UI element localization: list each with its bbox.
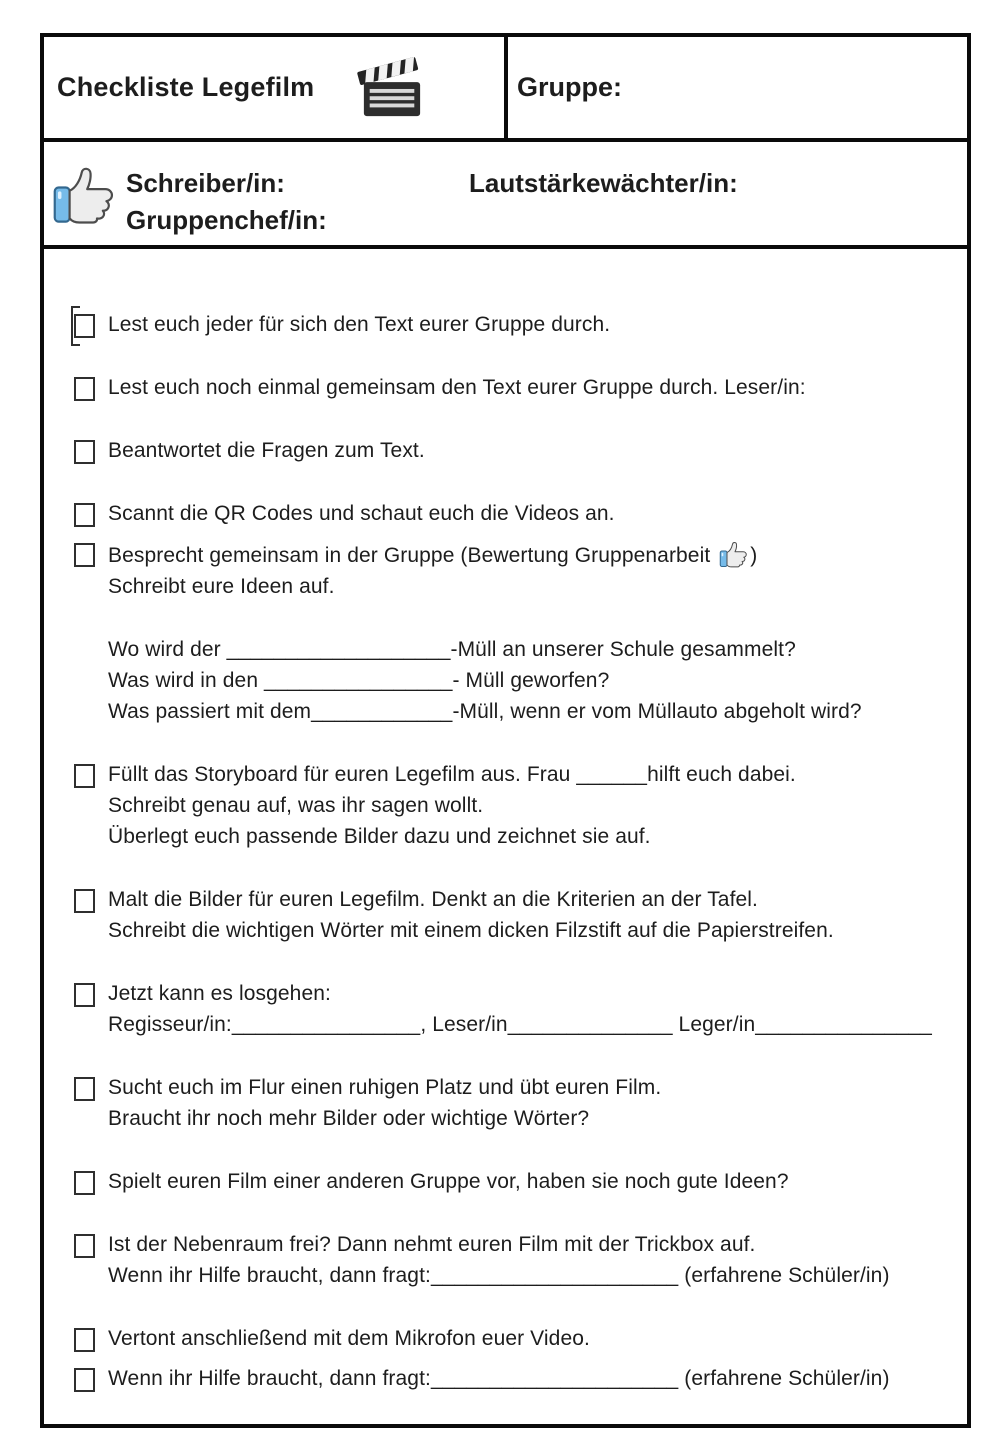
thumbs-up-icon (719, 538, 749, 569)
checklist-item (74, 1166, 955, 1197)
item-line: Wenn ihr Hilfe braucht, dann fragt:_____________________ (erfahrene Schüler/in) (108, 1264, 890, 1287)
item-line: Wenn ihr Hilfe braucht, dann fragt:_____________________ (erfahrene Schüler/in) (108, 1367, 890, 1390)
item-line: Regisseur/in:________________, Leser/in______________ Leger/in_______________ (108, 1013, 932, 1036)
item-line: Was passiert mit dem____________-Müll, wenn er vom Müllauto abgeholt wird? (108, 700, 862, 723)
item-line: Scannt die QR Codes und schaut euch die Videos an. (108, 502, 615, 525)
checklist-item (74, 309, 955, 340)
role-writer-label: Schreiber/in: (126, 168, 285, 198)
page-title: Checkliste Legefilm (57, 72, 315, 102)
item-lines (108, 634, 955, 727)
role-volume-label: Lautstärkewächter/in: (469, 168, 738, 198)
checkbox[interactable] (74, 1234, 95, 1258)
checkbox[interactable] (74, 503, 95, 527)
item-line: Besprecht gemeinsam in der Gruppe (Bewertung Gruppenarbeit ) (108, 538, 955, 571)
checklist-item (74, 884, 955, 946)
item-line: Malt die Bilder für euren Legefilm. Denkt an die Kriterien an der Tafel. (108, 888, 758, 911)
item-line: Spielt euren Film einer anderen Gruppe vor, haben sie noch gute Ideen? (108, 1170, 789, 1193)
item-line: Schreibt die wichtigen Wörter mit einem dicken Filzstift auf die Papierstreifen. (108, 919, 834, 942)
item-line: Lest euch jeder für sich den Text eurer Gruppe durch. (108, 313, 611, 336)
item-lines (108, 884, 955, 946)
item-line: Überlegt euch passende Bilder dazu und zeichnet sie auf. (108, 825, 651, 848)
checklist-item (74, 538, 955, 602)
checkbox[interactable] (74, 1328, 95, 1352)
item-line: Vertont anschließend mit dem Mikrofon euer Video. (108, 1327, 590, 1350)
roles-row (44, 142, 967, 249)
checklist-item (74, 435, 955, 466)
item-line: Schreibt eure Ideen auf. (108, 575, 335, 598)
checkbox[interactable] (74, 377, 95, 401)
item-lines (108, 978, 955, 1040)
item-line: Sucht euch im Flur einen ruhigen Platz und übt euren Film. (108, 1076, 662, 1099)
clapperboard-icon (354, 56, 430, 120)
item-line: Jetzt kann es losgehen: (108, 982, 331, 1005)
group-label: Gruppe: (517, 72, 622, 102)
checkbox[interactable] (74, 314, 95, 338)
item-line: Beantwortet die Fragen zum Text. (108, 439, 425, 462)
checkbox[interactable] (74, 889, 95, 913)
checklist-item (74, 759, 955, 852)
document-frame (40, 33, 971, 1428)
checklist-item (74, 1363, 955, 1394)
checklist-item (74, 498, 955, 529)
checklist-item (74, 1229, 955, 1291)
item-line: Füllt das Storyboard für euren Legefilm aus. Frau ______hilft euch dabei. (108, 763, 796, 786)
checkbox[interactable] (74, 1368, 95, 1392)
checklist-item (74, 1072, 955, 1134)
checklist (44, 249, 967, 1424)
checkbox[interactable] (74, 1171, 95, 1195)
item-line: Braucht ihr noch mehr Bilder oder wichtige Wörter? (108, 1107, 590, 1130)
item-lines (108, 538, 955, 602)
checklist-item (74, 1323, 955, 1354)
item-lines (108, 372, 955, 403)
checkbox[interactable] (74, 543, 95, 567)
checklist-item (74, 978, 955, 1040)
title-cell (44, 37, 508, 138)
role-chief-label: Gruppenchef/in: (126, 205, 327, 235)
header-row (44, 37, 967, 142)
thumbs-up-icon (52, 156, 118, 235)
item-line: Ist der Nebenraum frei? Dann nehmt euren Film mit der Trickbox auf. (108, 1233, 756, 1256)
item-lines (108, 309, 955, 340)
fill-in-block (74, 634, 955, 727)
text-cursor (71, 306, 73, 346)
item-line: Wo wird der ___________________-Müll an unserer Schule gesammelt? (108, 638, 796, 661)
item-lines (108, 1363, 955, 1394)
checkbox[interactable] (74, 983, 95, 1007)
checkbox[interactable] (74, 764, 95, 788)
item-line: Lest euch noch einmal gemeinsam den Text eurer Gruppe durch. Leser/in: (108, 376, 806, 399)
item-line: Schreibt genau auf, was ihr sagen wollt. (108, 794, 484, 817)
item-lines (108, 498, 955, 529)
item-lines (108, 1166, 955, 1197)
item-lines (108, 1229, 955, 1291)
item-lines (108, 1323, 955, 1354)
item-line: Was wird in den ________________- Müll geworfen? (108, 669, 610, 692)
group-cell (508, 37, 967, 138)
item-lines (108, 759, 955, 852)
item-lines (108, 435, 955, 466)
checkbox[interactable] (74, 440, 95, 464)
checkbox[interactable] (74, 1077, 95, 1101)
checklist-item (74, 372, 955, 403)
item-lines (108, 1072, 955, 1134)
